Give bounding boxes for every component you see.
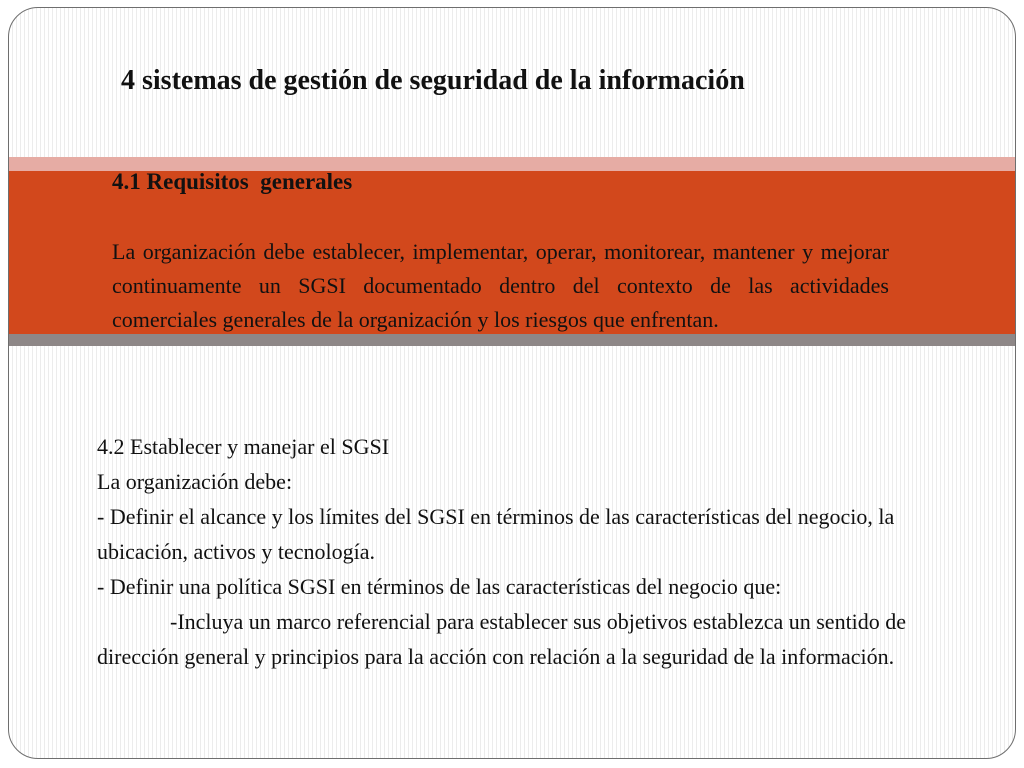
section2-item-policy-sub — [97, 604, 947, 674]
requirements-heading: 4.1 Requisitos generales — [112, 169, 353, 194]
section2-intro: La organización debe: — [97, 469, 293, 494]
slide-title: 4 sistemas de gestión de seguridad de la información — [121, 65, 745, 96]
section-establish-sgsi — [97, 429, 947, 674]
section2-item-policy: - Definir una política SGSI en términos de las características del negocio que: — [97, 574, 782, 599]
requirements-body: La organización debe establecer, implementar, operar, monitorear, mantener y mejorar continuamente un SGSI documentado dentro del contexto de las actividades comerciales generales de la organización y los riesgos que enfrentan. — [112, 239, 889, 332]
section2-item-policy-sub-text: -Incluya un marco referencial para establecer sus objetivos establezca un sentido de dirección general y principios para la acción con relación a la seguridad de la información. — [97, 609, 907, 669]
slide-frame — [8, 7, 1016, 759]
section2-heading: 4.2 Establecer y manejar el SGSI — [97, 434, 390, 459]
section2-item-scope: - Definir el alcance y los límites del SGSI en términos de las características del negocio, la ubicación, activos y tecnología. — [97, 504, 895, 564]
